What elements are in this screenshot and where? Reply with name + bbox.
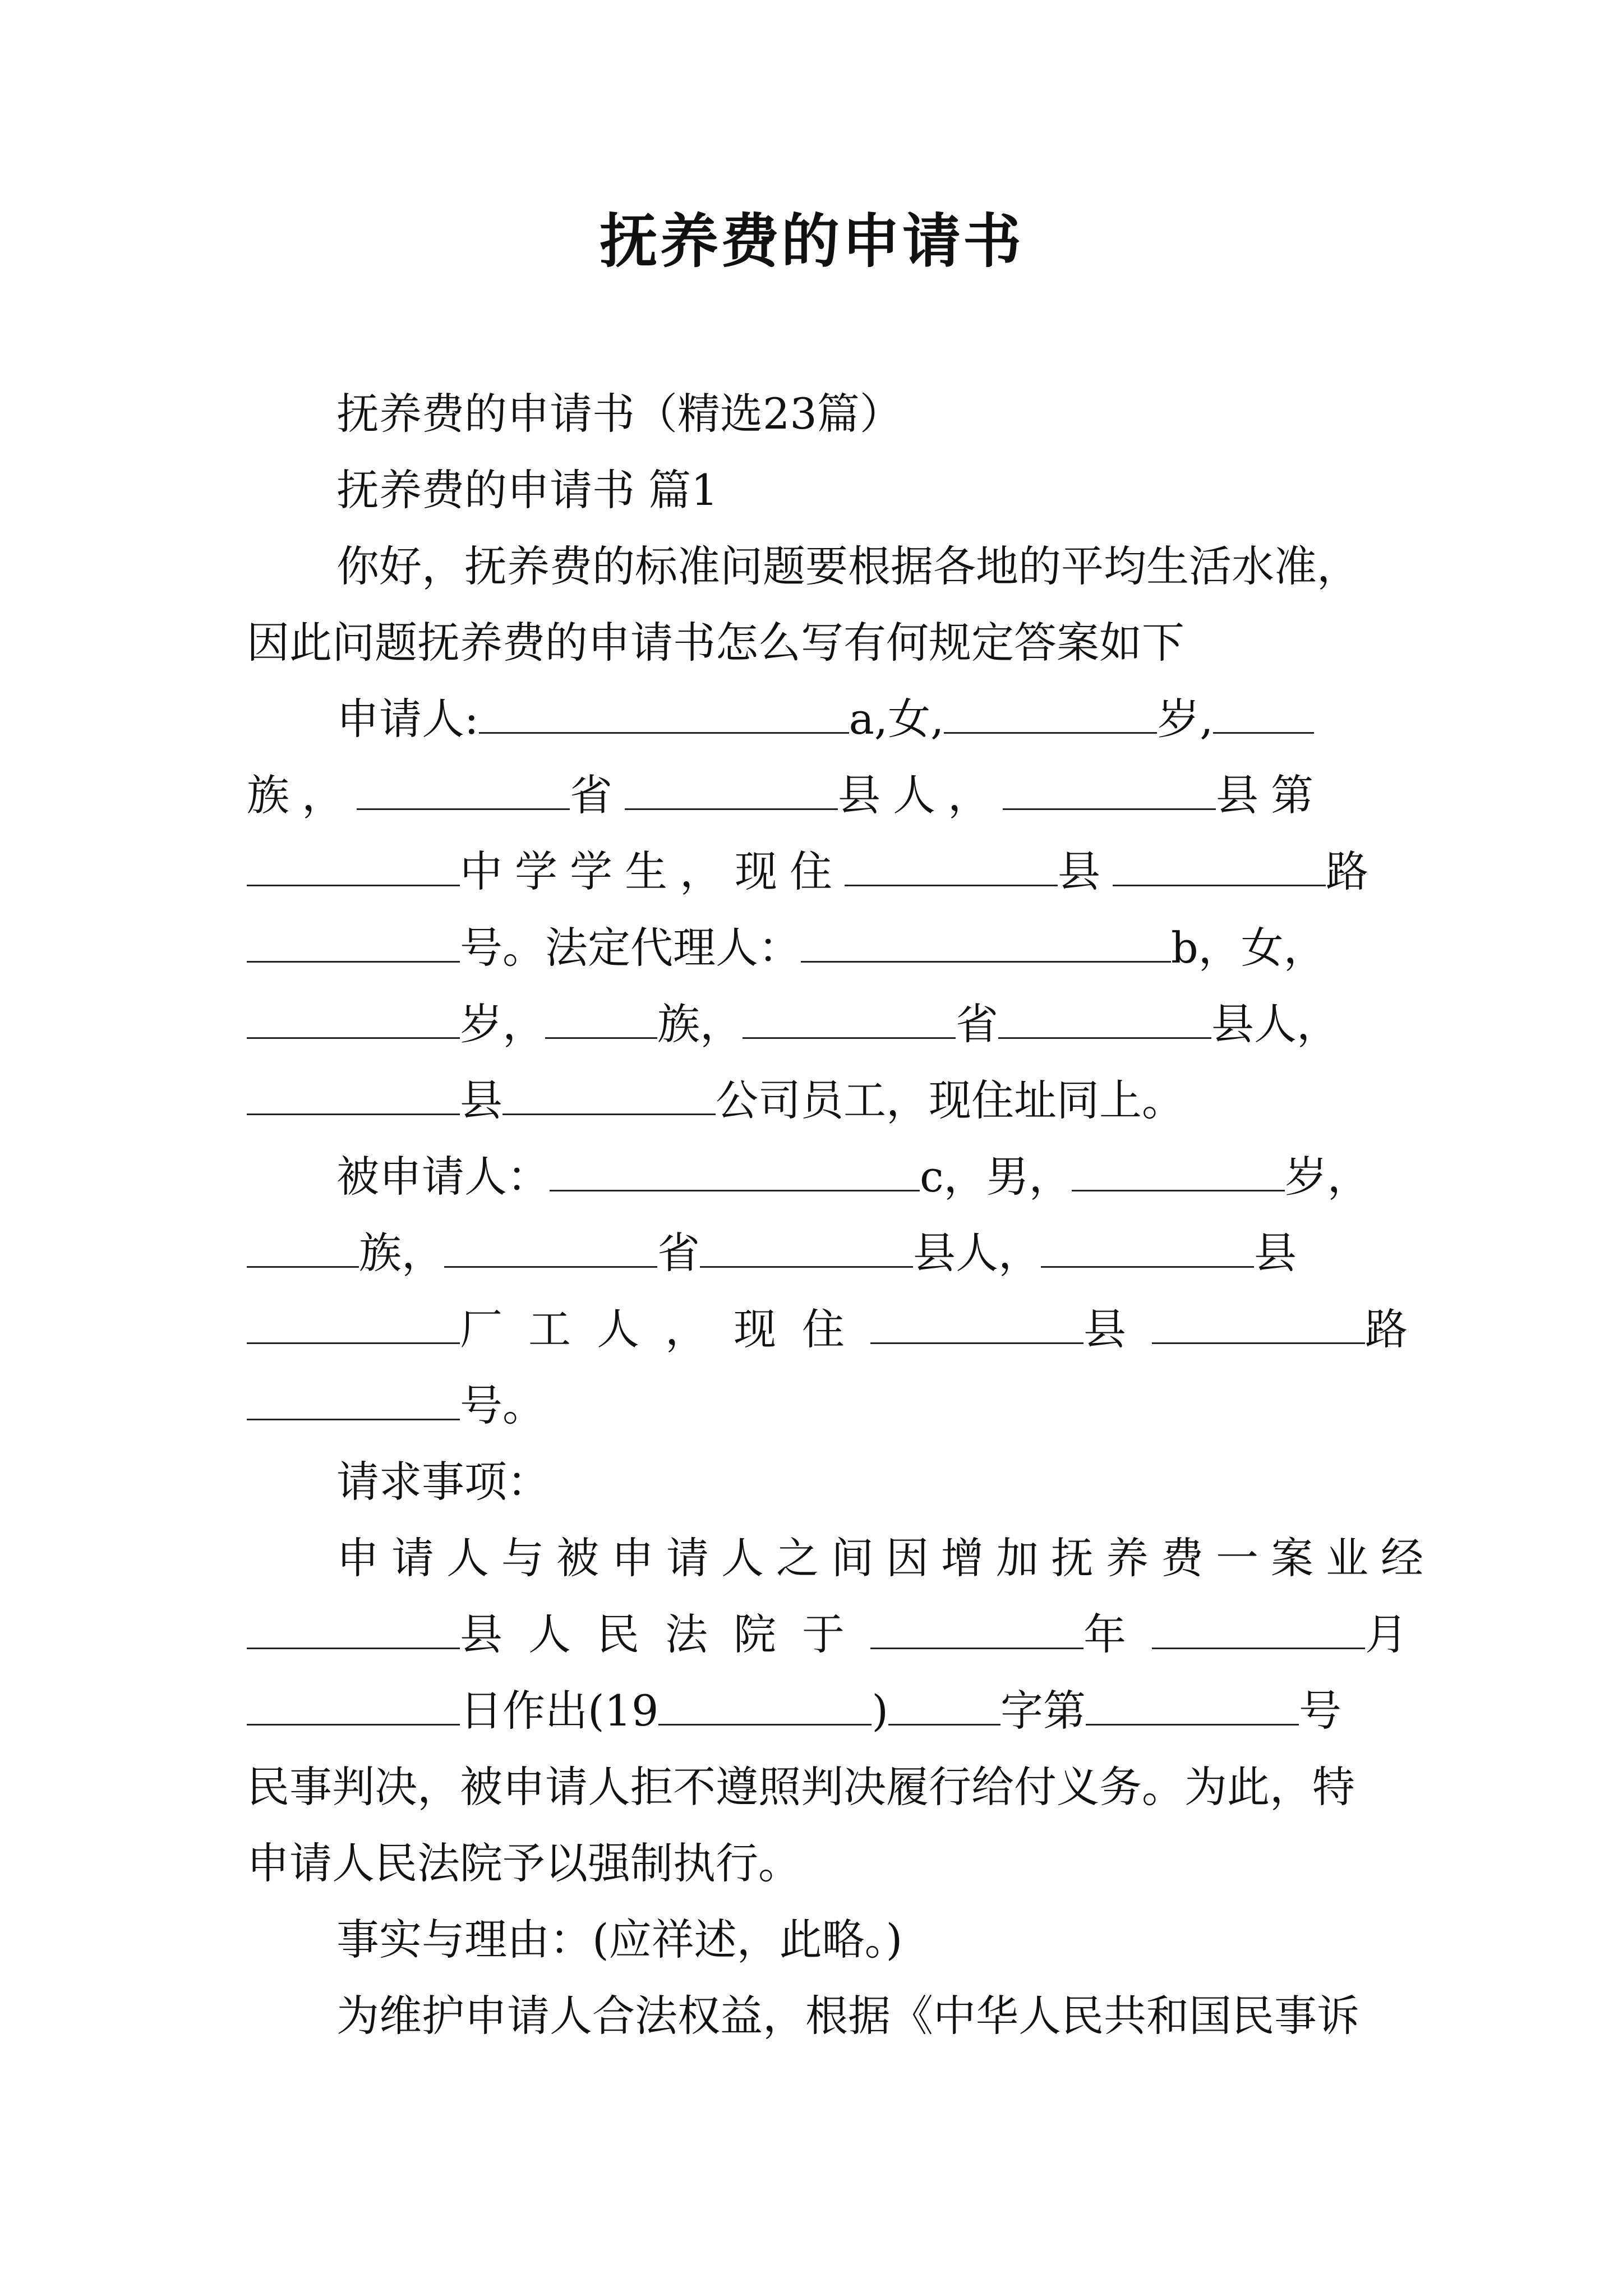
blank-field (870, 1310, 1083, 1344)
respondent-line-2 (247, 1215, 1391, 1291)
text: 字第 (1000, 1686, 1086, 1736)
text: 县第 (1216, 770, 1326, 820)
blank-field (357, 776, 570, 810)
text: 县人， (838, 770, 1003, 820)
blank-field (743, 1005, 956, 1039)
blank-field (1072, 1157, 1285, 1191)
claims-line-1: 申请人与被申请人之间因增加抚养费一案业经 (336, 1533, 1436, 1583)
text: 县 (1083, 1304, 1152, 1354)
text: 中学学生，现住 (460, 846, 845, 896)
text: 号。法定代理人： (460, 923, 801, 973)
text: 日作出(19 (460, 1686, 659, 1736)
blank-field (247, 1081, 460, 1115)
text: 申请人: (336, 694, 479, 744)
blank-field (1152, 1310, 1365, 1344)
text: 号 (1299, 1686, 1342, 1736)
blank-field (998, 1005, 1211, 1039)
blank-field (845, 852, 1058, 886)
text: 岁， (1284, 1152, 1370, 1202)
blank-field (247, 1234, 359, 1268)
intro-line-1: 你好，抚养费的标准问题要根据各地的平均生活水准， (336, 541, 1359, 591)
text: 县人， (1211, 999, 1339, 1049)
blank-field (1113, 852, 1326, 886)
blank-field (1086, 1691, 1299, 1726)
applicant-line-2 (247, 757, 1391, 834)
text: 路 (1365, 1304, 1433, 1354)
blank-field (247, 1615, 460, 1649)
text: 省 (570, 770, 625, 820)
blank-field (801, 928, 1171, 963)
claims-heading: 请求事项： (336, 1457, 550, 1507)
applicant-line-3 (247, 834, 1391, 910)
blank-field (1152, 1615, 1365, 1649)
part-heading: 抚养费的申请书 篇1 (336, 465, 718, 515)
text: 路 (1326, 846, 1381, 896)
blank-field (870, 1615, 1083, 1649)
claims-line-3 (247, 1673, 1391, 1749)
applicant-line-6 (247, 1062, 1391, 1139)
blank-field (550, 1157, 920, 1191)
blank-field (247, 852, 460, 886)
text: 被申请人： (336, 1152, 550, 1202)
respondent-line-1 (247, 1139, 1391, 1215)
blank-field (1213, 700, 1314, 734)
text: 公司员工，现住址同上。 (716, 1075, 1184, 1125)
text: a,女, (849, 694, 944, 744)
text: b，女， (1171, 923, 1326, 973)
text: 省 (657, 1228, 700, 1278)
respondent-line-4 (247, 1368, 1391, 1444)
blank-field (247, 1310, 460, 1344)
blank-field (658, 1691, 872, 1726)
blank-field (247, 1005, 460, 1039)
claims-line-4: 民事判决，被申请人拒不遵照判决履行给付义务。为此，特 (247, 1762, 1355, 1812)
blank-field (625, 776, 838, 810)
blank-field (247, 1691, 460, 1726)
subtitle-line: 抚养费的申请书（精选23篇） (336, 389, 902, 439)
blank-field (502, 1081, 716, 1115)
blank-field (545, 1005, 657, 1039)
text: 族， (657, 999, 743, 1049)
blank-field (944, 700, 1157, 734)
text: 岁， (460, 999, 545, 1049)
text: 月 (1365, 1609, 1433, 1659)
text: 岁, (1157, 694, 1214, 744)
blank-field (700, 1234, 913, 1268)
text: 县人， (913, 1228, 1041, 1278)
respondent-line-3 (247, 1291, 1433, 1368)
applicant-line-1 (247, 681, 1391, 757)
text: 厂工人，现住 (460, 1304, 870, 1354)
text: ) (872, 1686, 889, 1736)
text: 省 (956, 999, 998, 1049)
blank-field (888, 1691, 1000, 1726)
text: 族， (247, 770, 357, 820)
text: 县 (1058, 846, 1113, 896)
applicant-line-5 (247, 986, 1391, 1062)
claims-line-5: 申请人民法院予以强制执行。 (247, 1838, 801, 1888)
text: 年 (1083, 1609, 1152, 1659)
closing-line: 为维护申请人合法权益，根据《中华人民共和国民事诉 (336, 1991, 1359, 2041)
blank-field (247, 1386, 460, 1420)
text: 号。 (460, 1381, 545, 1430)
claims-line-2 (247, 1596, 1433, 1673)
text: c，男， (920, 1152, 1072, 1202)
blank-field (1041, 1234, 1254, 1268)
blank-field (479, 700, 849, 734)
blank-field (444, 1234, 657, 1268)
applicant-line-4 (247, 910, 1391, 986)
document-body (247, 376, 1436, 2054)
blank-field (1003, 776, 1216, 810)
document-title: 抚养费的申请书 (599, 206, 1023, 275)
text: 县人民法院于 (460, 1609, 870, 1659)
intro-line-2: 因此问题抚养费的申请书怎么写有何规定答案如下 (247, 618, 1184, 668)
text: 县 (460, 1075, 502, 1125)
text: 县 (1254, 1228, 1297, 1278)
facts-line: 事实与理由：(应祥述，此略。) (336, 1915, 903, 1964)
text: 族， (359, 1228, 444, 1278)
blank-field (247, 928, 460, 963)
